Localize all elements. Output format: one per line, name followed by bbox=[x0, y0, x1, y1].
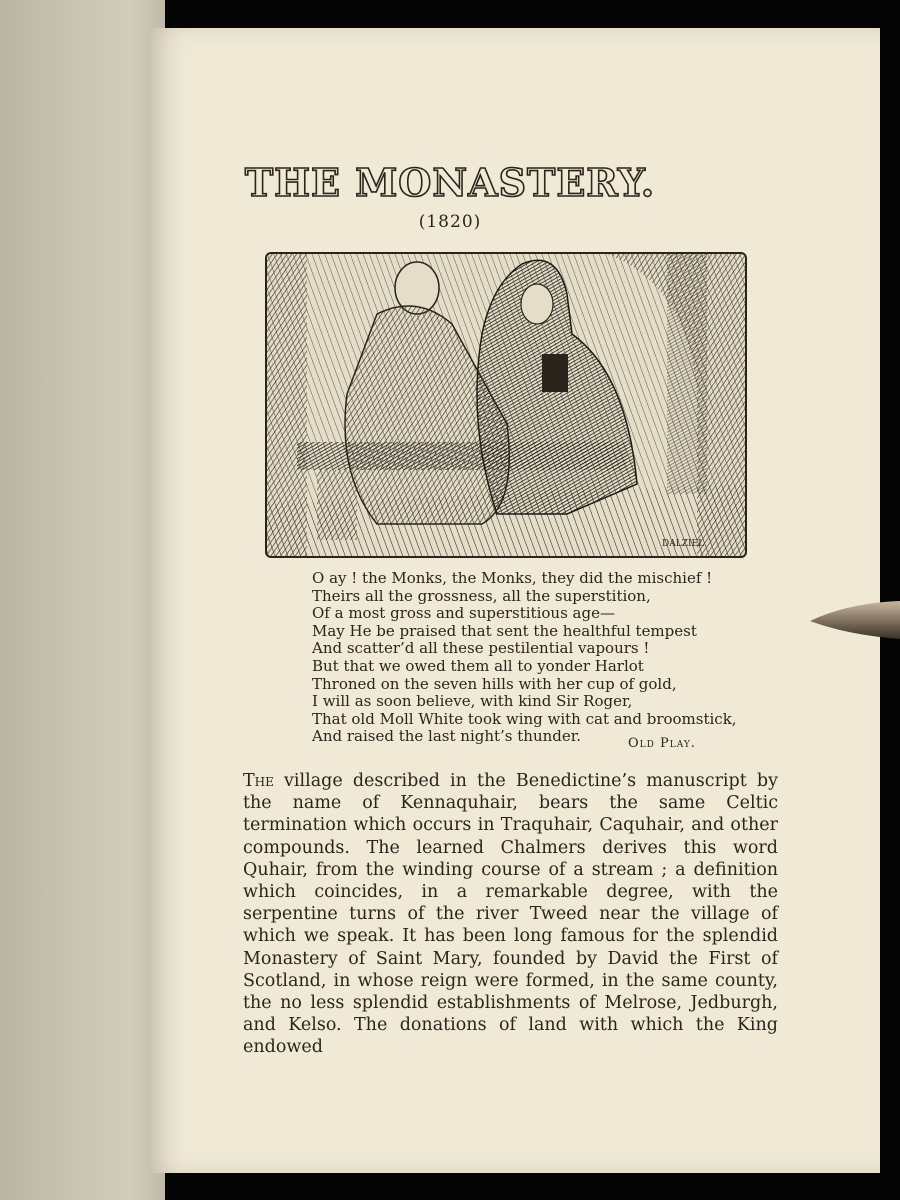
epigraph-line: That old Moll White took wing with cat and broomstick, bbox=[312, 709, 737, 728]
epigraph-line: I will as soon believe, with kind Sir Roger, bbox=[312, 692, 633, 711]
body-lead-word: The bbox=[243, 771, 274, 791]
pen-tip bbox=[808, 595, 900, 643]
epigraph-attribution: Old Play. bbox=[628, 736, 696, 751]
epigraph-line: But that we owed them all to yonder Harlot bbox=[312, 656, 644, 675]
page-title: THE MONASTERY. bbox=[244, 160, 656, 205]
monks-engraving bbox=[267, 254, 745, 556]
publication-year: (1820) bbox=[418, 212, 482, 232]
body-text: village described in the Benedictine’s manuscript by the name of Kennaquhair, bears the same Celtic termination which occurs in Traquhair, Caquhair, and other compounds. The learned Chalmers derives this word Quhair, from the winding course of a stream ; a definition which coincides, in a remarkable degree, with the serpentine turns of the river Tweed near the village of which we speak. It has been long famous for the splendid Monastery of Saint Mary, founded by David the First of Scotland, in whose reign were formed, in the same county, the no less splendid establishments of Melrose, Jedburgh, and Kelso. The donations of land with which the King endowed bbox=[243, 771, 778, 1058]
epigraph-line: And raised the last night’s thunder. bbox=[312, 727, 582, 746]
body-paragraph bbox=[243, 770, 778, 1059]
epigraph-line: Throned on the seven hills with her cup of gold, bbox=[312, 674, 677, 693]
epigraph-line: O ay ! the Monks, the Monks, they did the mischief ! bbox=[312, 569, 713, 587]
engraving-illustration bbox=[265, 252, 747, 558]
epigraph-line: May He be praised that sent the healthful tempest bbox=[312, 621, 697, 640]
epigraph-line: And scatter’d all these pestilential vapours ! bbox=[312, 639, 650, 658]
epigraph-line: Of a most gross and superstitious age— bbox=[312, 604, 615, 623]
engraver-signature: DALZIEL bbox=[662, 539, 705, 549]
epigraph bbox=[312, 569, 737, 746]
epigraph-line: Theirs all the grossness, all the superstition, bbox=[312, 586, 651, 605]
